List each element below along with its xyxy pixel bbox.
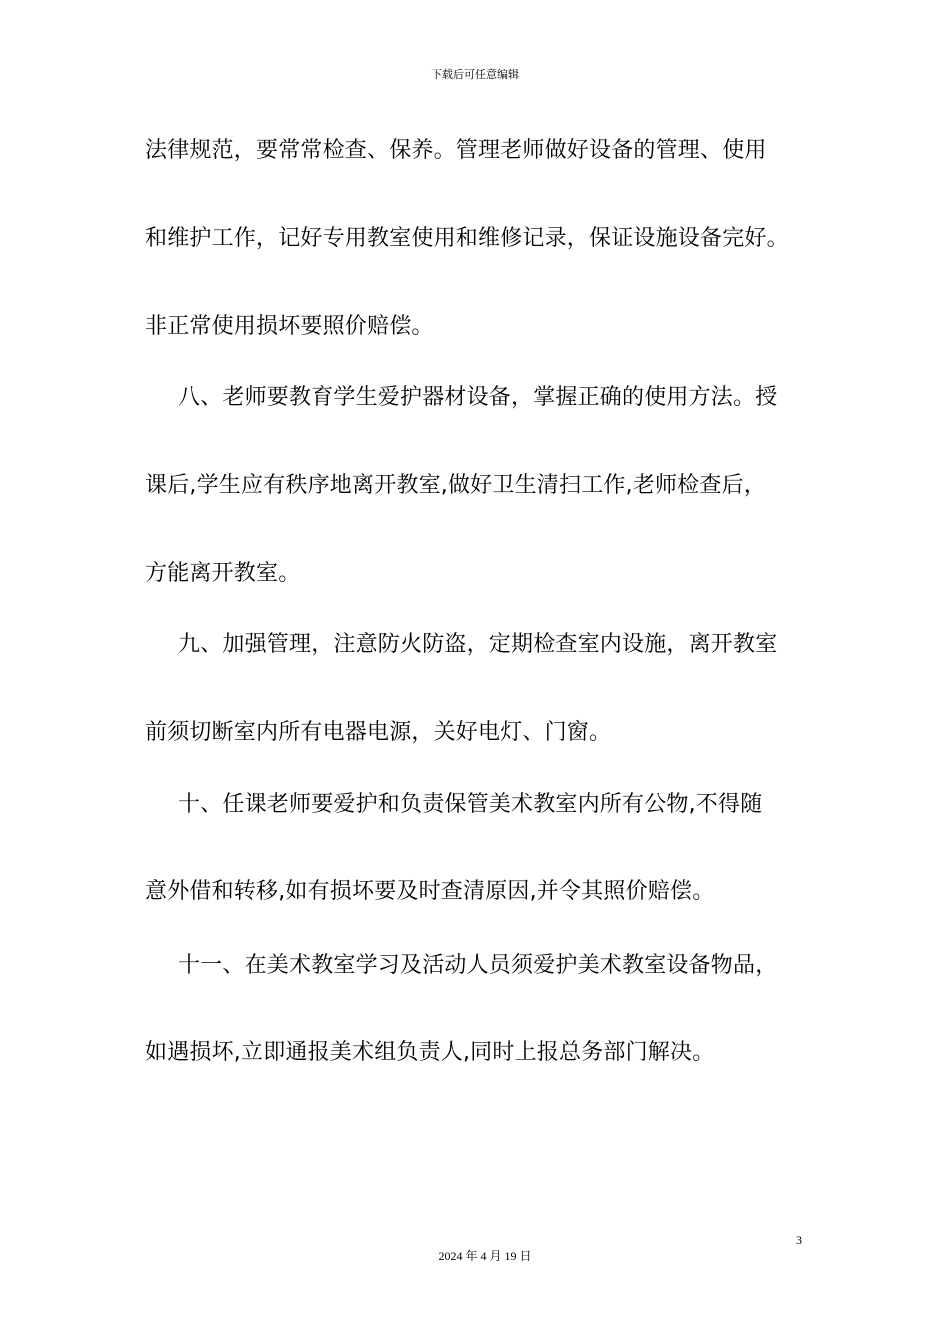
- paragraph-line: 十、任课老师要爱护和负责保管美术教室内所有公物,不得随: [178, 792, 763, 817]
- paragraph-line: 八、老师要教育学生爱护器材设备，掌握正确的使用方法。授: [178, 385, 778, 410]
- page-number: 3: [796, 1233, 802, 1247]
- paragraph-line: 如遇损坏,立即通报美术组负责人,同时上报总务部门解决。: [145, 1040, 715, 1065]
- footer-date: 2024 年 4 月 19 日: [438, 1249, 532, 1263]
- paragraph-line: 前须切断室内所有电器电源，关好电灯、门窗。: [145, 720, 612, 745]
- paragraph-line: 意外借和转移,如有损坏要及时查清原因,并令其照价赔偿。: [145, 879, 715, 904]
- paragraph-line: 九、加强管理，注意防火防盗，定期检查室内设施，离开教室: [178, 632, 778, 657]
- paragraph-line: 法律规范，要常常检查、保养。管理老师做好设备的管理、使用: [145, 138, 767, 163]
- paragraph-line: 非正常使用损坏要照价赔偿。: [145, 314, 434, 339]
- paragraph-line: 方能离开教室。: [145, 561, 301, 586]
- paragraph-line: 课后,学生应有秩序地离开教室,做好卫生清扫工作,老师检查后，: [145, 473, 766, 498]
- paragraph-line: 十一、在美术教室学习及活动人员须爱护美术教室设备物品，: [178, 953, 778, 978]
- page-header: 下载后可任意编辑: [431, 68, 519, 81]
- paragraph-line: 和维护工作，记好专用教室使用和维修记录，保证设施设备完好。: [145, 226, 789, 251]
